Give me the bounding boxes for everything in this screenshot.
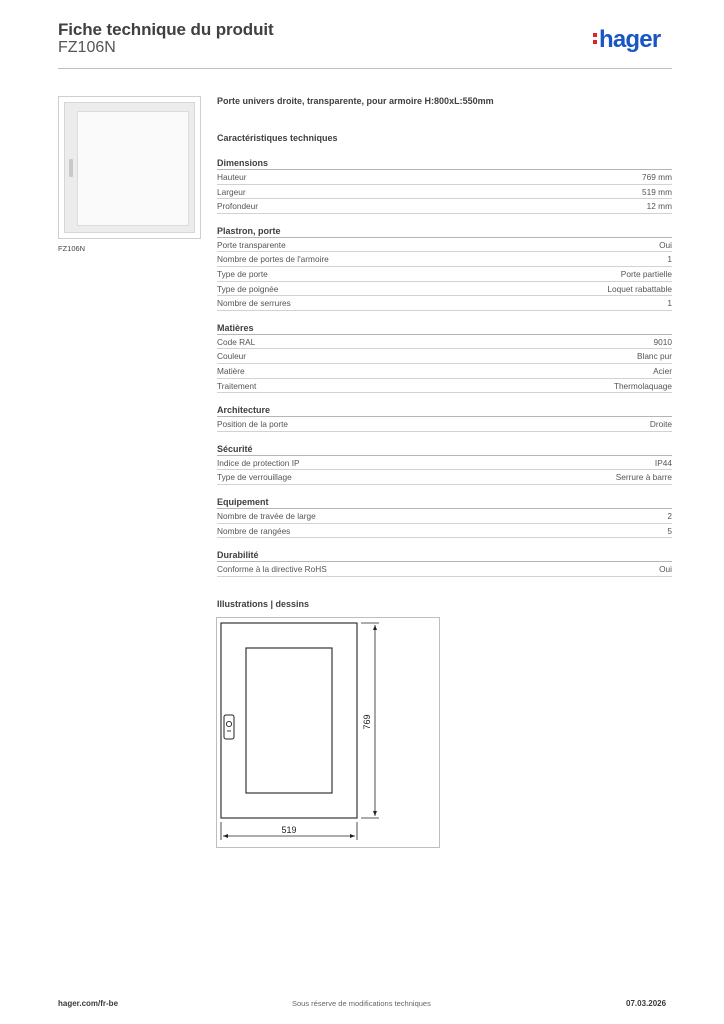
spec-row: [217, 252, 672, 267]
spec-label: Type de porte: [217, 268, 268, 279]
spec-label: Type de poignée: [217, 283, 279, 294]
header-divider: [58, 68, 672, 69]
hager-logo: [593, 28, 660, 52]
spec-row: [217, 470, 672, 485]
width-label: 519: [281, 825, 297, 835]
spec-label: Traitement: [217, 380, 257, 391]
section-title: Plastron, porte: [217, 225, 672, 238]
spec-row: [217, 417, 672, 432]
footer-notice: Sous réserve de modifications techniques: [292, 999, 431, 1008]
spec-label: Nombre de rangées: [217, 525, 291, 536]
spec-section: [217, 225, 672, 311]
spec-value: IP44: [654, 457, 672, 468]
spec-value: Thermolaquage: [613, 380, 672, 391]
product-image-caption: FZ106N: [58, 244, 86, 253]
spec-row: [217, 199, 672, 214]
spec-row: [217, 296, 672, 311]
spec-label: Code RAL: [217, 336, 256, 347]
spec-row: [217, 456, 672, 471]
spec-label: Matière: [217, 365, 245, 376]
spec-value: Oui: [659, 564, 672, 575]
spec-label: Indice de protection IP: [217, 457, 300, 468]
spec-value: 2: [667, 510, 672, 521]
footer-date: 07.03.2026: [626, 999, 667, 1008]
spec-value: 5: [667, 525, 672, 536]
spec-section: [217, 549, 672, 577]
spec-value: 9010: [653, 336, 672, 347]
section-title: Matières: [217, 322, 672, 335]
spec-value: Loquet rabattable: [607, 283, 672, 294]
spec-row: [217, 379, 672, 394]
spec-label: Nombre de serrures: [217, 298, 291, 309]
spec-row: [217, 238, 672, 253]
window-outline: [246, 648, 332, 793]
spec-label: Hauteur: [217, 172, 247, 182]
door-drawing-svg: [217, 618, 441, 849]
product-reference: FZ106N: [58, 39, 116, 56]
spec-value: 1: [667, 254, 672, 265]
page-title: Fiche technique du produit: [58, 20, 274, 39]
spec-label: Largeur: [217, 186, 246, 197]
spec-section: [217, 157, 672, 214]
section-title: Durabilité: [217, 549, 672, 562]
spec-value: Oui: [659, 239, 672, 250]
spec-content: [217, 96, 672, 577]
spec-section: [217, 322, 672, 393]
spec-value: 12 mm: [646, 201, 672, 212]
specs-heading: Caractéristiques techniques: [217, 133, 338, 143]
spec-row: [217, 364, 672, 379]
illustrations-title: Illustrations | dessins: [217, 599, 310, 609]
spec-value: Blanc pur: [636, 351, 672, 362]
product-description: Porte univers droite, transparente, pour armoire H:800xL:550mm: [217, 96, 494, 106]
door-thumbnail: [64, 102, 195, 233]
spec-section: [217, 404, 672, 432]
section-title: Equipement: [217, 496, 672, 509]
technical-drawing: [216, 617, 440, 848]
spec-label: Porte transparente: [217, 239, 286, 250]
logo-text: hager: [599, 26, 661, 53]
spec-label: Nombre de portes de l'armoire: [217, 254, 329, 265]
spec-row: [217, 185, 672, 200]
height-label: 769: [362, 714, 372, 730]
door-outline: [221, 623, 357, 818]
spec-value: Droite: [649, 419, 672, 430]
door-handle-icon: [69, 159, 73, 177]
spec-label: Nombre de travée de large: [217, 510, 316, 521]
spec-label: Conforme à la directive RoHS: [217, 564, 327, 575]
spec-row: [217, 267, 672, 282]
spec-value: 519 mm: [642, 186, 672, 197]
section-title: Architecture: [217, 404, 672, 417]
spec-section: [217, 443, 672, 485]
section-title: Dimensions: [217, 157, 672, 170]
spec-label: Type de verrouillage: [217, 472, 292, 483]
spec-row: [217, 335, 672, 350]
logo-dots-icon: [593, 33, 597, 44]
spec-value: Serrure à barre: [615, 472, 672, 483]
spec-row: [217, 524, 672, 539]
spec-value: Acier: [653, 365, 672, 376]
spec-row: [217, 562, 672, 577]
spec-value: 1: [667, 298, 672, 309]
spec-sections: [217, 157, 672, 577]
door-glass-panel: [77, 111, 189, 226]
spec-row: [217, 349, 672, 364]
section-title: Sécurité: [217, 443, 672, 456]
spec-label: Profondeur: [217, 201, 259, 212]
product-image: [58, 96, 201, 239]
spec-section: [217, 496, 672, 538]
spec-value: 769 mm: [642, 172, 672, 182]
spec-row: [217, 170, 672, 185]
footer-website[interactable]: hager.com/fr-be: [58, 999, 119, 1008]
spec-label: Couleur: [217, 351, 247, 362]
spec-row: [217, 282, 672, 297]
spec-label: Position de la porte: [217, 419, 289, 430]
spec-value: Porte partielle: [620, 268, 672, 279]
spec-row: [217, 509, 672, 524]
